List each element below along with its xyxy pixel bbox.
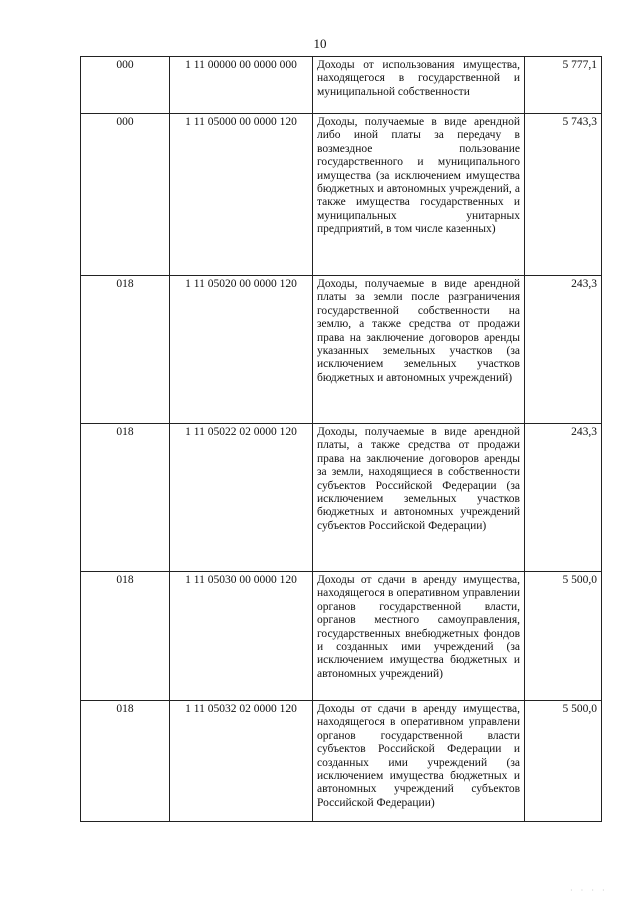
budget-code-cell: 1 11 05020 00 0000 120 bbox=[170, 276, 313, 424]
admin-code-cell: 018 bbox=[81, 572, 170, 701]
admin-code-cell: 000 bbox=[81, 114, 170, 276]
budget-code-cell: 1 11 05032 02 0000 120 bbox=[170, 701, 313, 822]
amount-cell: 5 777,1 bbox=[525, 57, 602, 114]
table-row bbox=[81, 114, 602, 276]
revenue-name-cell: Доходы от сдачи в аренду имущества, находящегося в оперативном управлени органов государственной власти субъектов Российской Федерации и созданных ими учреждений (за исключением имущества бюджетных и автономных учреждений субъектов Российской Федерации) bbox=[313, 701, 525, 822]
admin-code-cell: 000 bbox=[81, 57, 170, 114]
page-number: 10 bbox=[313, 36, 327, 51]
revenue-name-cell: Доходы от сдачи в аренду имущества, находящегося в оперативном управлении органов государственной власти, органов местного самоуправления, государственных внебюджетных фондов и созданных ими учреждений (за исключением имущества бюджетных и автономных учреждений) bbox=[313, 572, 525, 701]
table-row bbox=[81, 57, 602, 114]
scan-artifact: · · · · bbox=[570, 886, 608, 895]
table-row bbox=[81, 276, 602, 424]
revenue-name-cell: Доходы, получаемые в виде арендной платы, а также средства от продажи права на заключение договоров аренды за земли, находящиеся в собственности субъектов Российской Федерации (за исключением земельных участков бюджетных и автономных учреждений субъектов Российской Федерации) bbox=[313, 424, 525, 572]
budget-code-cell: 1 11 05000 00 0000 120 bbox=[170, 114, 313, 276]
revenue-name-cell: Доходы, получаемые в виде арендной платы за земли после разграничения государственной собственности на землю, а также средства от продажи права на заключение договоров аренды указанных земельных участков (за исключением земельных участков бюджетных и автономных учреждений) bbox=[313, 276, 525, 424]
admin-code-cell: 018 bbox=[81, 276, 170, 424]
revenue-name-cell: Доходы, получаемые в виде арендной либо иной платы за передачу в возмездное пользование государственного и муниципального имущества (за исключением имущества бюджетных и автономных учреждений, а также имущества государственных и муниципальных унитарных предприятий, в том числе казенных) bbox=[313, 114, 525, 276]
amount-cell: 243,3 bbox=[525, 276, 602, 424]
table-row bbox=[81, 701, 602, 822]
revenue-name-cell: Доходы от использования имущества, находящегося в государственной и муниципальной собственности bbox=[313, 57, 525, 114]
amount-cell: 5 743,3 bbox=[525, 114, 602, 276]
budget-code-cell: 1 11 05022 02 0000 120 bbox=[170, 424, 313, 572]
table-row bbox=[81, 572, 602, 701]
amount-cell: 243,3 bbox=[525, 424, 602, 572]
budget-code-cell: 1 11 05030 00 0000 120 bbox=[170, 572, 313, 701]
admin-code-cell: 018 bbox=[81, 701, 170, 822]
admin-code-cell: 018 bbox=[81, 424, 170, 572]
revenue-table bbox=[80, 56, 602, 822]
amount-cell: 5 500,0 bbox=[525, 572, 602, 701]
amount-cell: 5 500,0 bbox=[525, 701, 602, 822]
budget-code-cell: 1 11 00000 00 0000 000 bbox=[170, 57, 313, 114]
table-row bbox=[81, 424, 602, 572]
